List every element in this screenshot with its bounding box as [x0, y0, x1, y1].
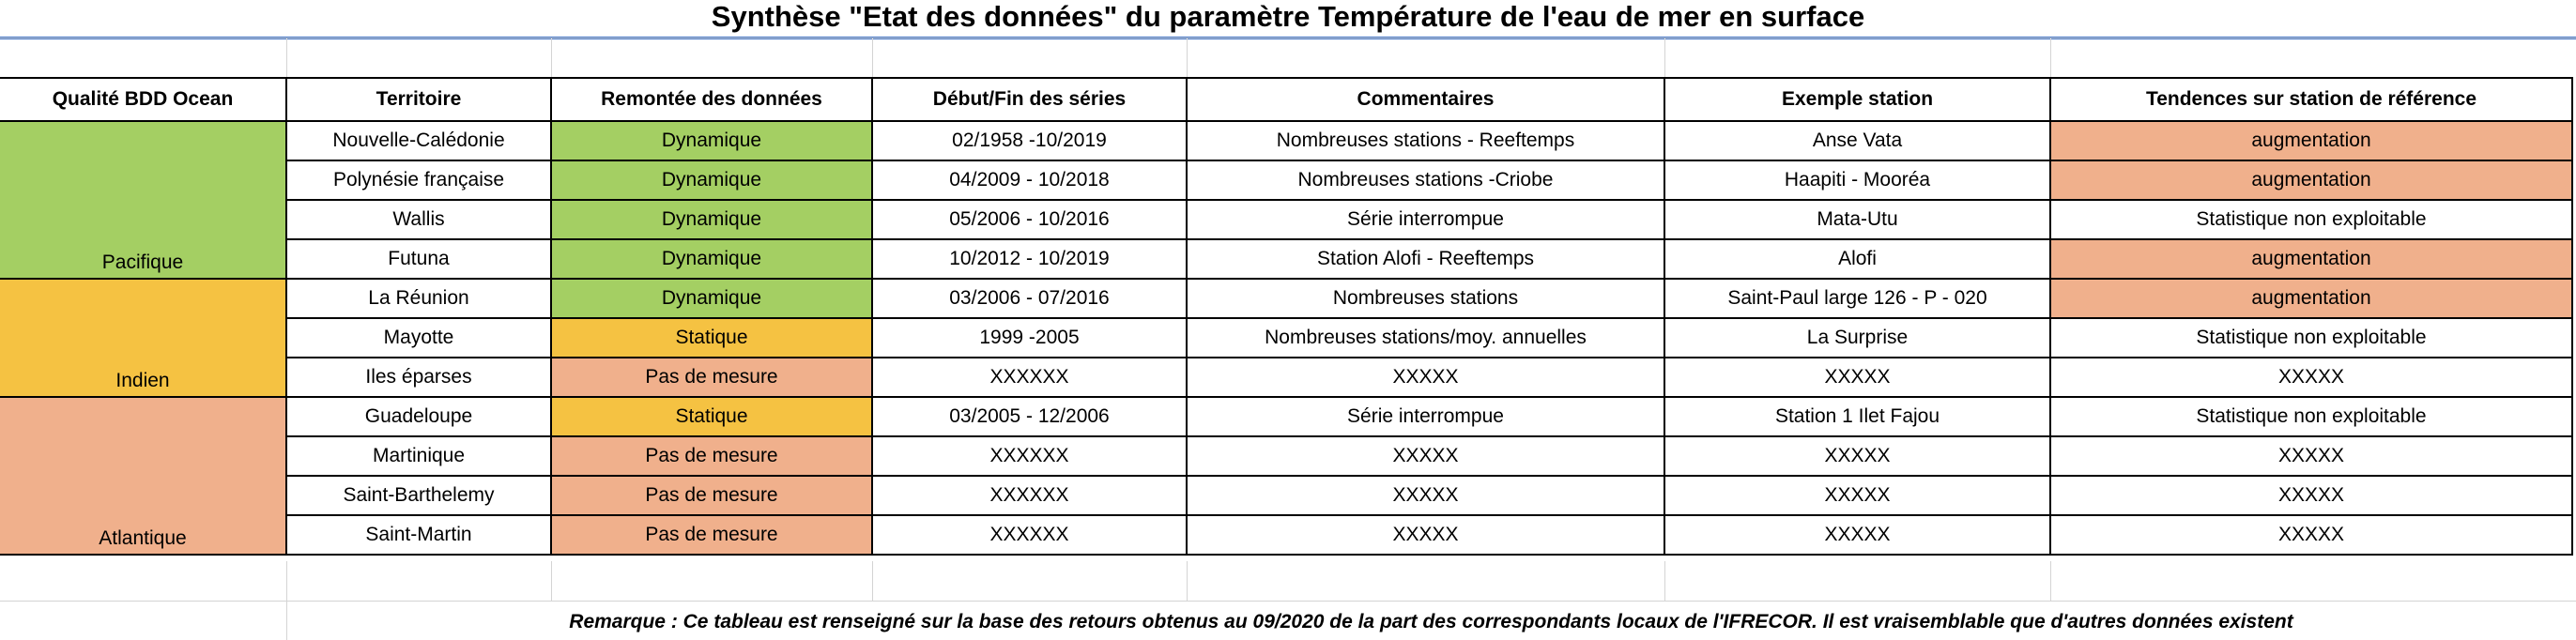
- sheet-gridline: [286, 38, 287, 77]
- cell-station: La Surprise: [1664, 318, 2050, 358]
- cell-remontee: Dynamique: [551, 279, 872, 318]
- cell-periode: 02/1958 -10/2019: [872, 121, 1187, 160]
- table-row: [0, 200, 2572, 239]
- data-status-table: [0, 77, 2573, 556]
- sheet-gridline: [1187, 38, 1188, 77]
- sheet-gridline: [0, 601, 2576, 602]
- cell-commentaires: Nombreuses stations -Criobe: [1187, 160, 1664, 200]
- cell-station: Mata-Utu: [1664, 200, 2050, 239]
- header-row: [0, 78, 2572, 121]
- page-title: Synthèse "Etat des données" du paramètre Température de l'eau de mer en surface: [711, 0, 1865, 33]
- cell-tendance: augmentation: [2050, 239, 2572, 279]
- cell-commentaires: Nombreuses stations: [1187, 279, 1664, 318]
- cell-tendance: Statistique non exploitable: [2050, 200, 2572, 239]
- cell-commentaires: XXXXX: [1187, 515, 1664, 555]
- cell-tendance: augmentation: [2050, 279, 2572, 318]
- header-tendance: Tendences sur station de référence: [2050, 78, 2572, 121]
- region-cell-indien: Indien: [0, 279, 286, 397]
- cell-periode: 1999 -2005: [872, 318, 1187, 358]
- cell-tendance: Statistique non exploitable: [2050, 397, 2572, 436]
- sheet-gridline: [551, 38, 552, 77]
- remark-note: Remarque : Ce tableau est renseigné sur la base des retours obtenus au 09/2020 de la part des correspondants locaux de l'IFRECOR. Il est vraisemblable que d'autres données existent: [569, 611, 2293, 632]
- header-territoire: Territoire: [286, 78, 551, 121]
- table-row: [0, 476, 2572, 515]
- cell-periode: 10/2012 - 10/2019: [872, 239, 1187, 279]
- cell-commentaires: Nombreuses stations/moy. annuelles: [1187, 318, 1664, 358]
- cell-territoire: Mayotte: [286, 318, 551, 358]
- cell-commentaires: XXXXX: [1187, 358, 1664, 397]
- table-row: [0, 279, 2572, 318]
- cell-periode: 03/2005 - 12/2006: [872, 397, 1187, 436]
- cell-remontee: Dynamique: [551, 160, 872, 200]
- header-qualite: Qualité BDD Ocean: [0, 78, 286, 121]
- cell-territoire: Futuna: [286, 239, 551, 279]
- cell-remontee: Pas de mesure: [551, 476, 872, 515]
- table-row: [0, 318, 2572, 358]
- cell-territoire: Polynésie française: [286, 160, 551, 200]
- cell-territoire: Martinique: [286, 436, 551, 476]
- table-row: [0, 358, 2572, 397]
- cell-station: Station 1 Ilet Fajou: [1664, 397, 2050, 436]
- cell-commentaires: Nombreuses stations - Reeftemps: [1187, 121, 1664, 160]
- header-commentaires: Commentaires: [1187, 78, 1664, 121]
- region-cell-atlantique: Atlantique: [0, 397, 286, 555]
- header-remontee: Remontée des données: [551, 78, 872, 121]
- cell-commentaires: Série interrompue: [1187, 397, 1664, 436]
- header-station: Exemple station: [1664, 78, 2050, 121]
- cell-station: XXXXX: [1664, 436, 2050, 476]
- sheet-gridline: [2050, 561, 2051, 601]
- sheet-gridline: [1187, 561, 1188, 601]
- sheet-gridline: [872, 561, 873, 601]
- cell-commentaires: XXXXX: [1187, 476, 1664, 515]
- cell-station: XXXXX: [1664, 515, 2050, 555]
- cell-periode: 05/2006 - 10/2016: [872, 200, 1187, 239]
- cell-remontee: Statique: [551, 397, 872, 436]
- cell-tendance: XXXXX: [2050, 358, 2572, 397]
- cell-periode: XXXXXX: [872, 476, 1187, 515]
- sheet-gridline: [872, 38, 873, 77]
- cell-commentaires: Station Alofi - Reeftemps: [1187, 239, 1664, 279]
- sheet-gridline: [2050, 38, 2051, 77]
- cell-remontee: Pas de mesure: [551, 358, 872, 397]
- cell-commentaires: XXXXX: [1187, 436, 1664, 476]
- table-row: [0, 397, 2572, 436]
- header-periode: Début/Fin des séries: [872, 78, 1187, 121]
- cell-station: Haapiti - Mooréa: [1664, 160, 2050, 200]
- cell-tendance: XXXXX: [2050, 436, 2572, 476]
- cell-territoire: Guadeloupe: [286, 397, 551, 436]
- table-row: [0, 121, 2572, 160]
- cell-tendance: augmentation: [2050, 160, 2572, 200]
- cell-territoire: Iles éparses: [286, 358, 551, 397]
- cell-remontee: Pas de mesure: [551, 515, 872, 555]
- cell-territoire: Wallis: [286, 200, 551, 239]
- cell-tendance: XXXXX: [2050, 515, 2572, 555]
- cell-station: Saint-Paul large 126 - P - 020: [1664, 279, 2050, 318]
- cell-territoire: Saint-Barthelemy: [286, 476, 551, 515]
- cell-remontee: Dynamique: [551, 200, 872, 239]
- cell-tendance: XXXXX: [2050, 476, 2572, 515]
- sheet-gridline: [1664, 38, 1665, 77]
- cell-remontee: Dynamique: [551, 121, 872, 160]
- cell-station: XXXXX: [1664, 476, 2050, 515]
- cell-tendance: Statistique non exploitable: [2050, 318, 2572, 358]
- cell-commentaires: Série interrompue: [1187, 200, 1664, 239]
- sheet-gridline: [1664, 561, 1665, 601]
- cell-station: Alofi: [1664, 239, 2050, 279]
- sheet-gridline: [551, 561, 552, 601]
- table-row: [0, 239, 2572, 279]
- cell-territoire: La Réunion: [286, 279, 551, 318]
- table-row: [0, 515, 2572, 555]
- cell-periode: XXXXXX: [872, 358, 1187, 397]
- cell-remontee: Dynamique: [551, 239, 872, 279]
- cell-periode: XXXXXX: [872, 515, 1187, 555]
- table-row: [0, 436, 2572, 476]
- cell-territoire: Nouvelle-Calédonie: [286, 121, 551, 160]
- cell-remontee: Pas de mesure: [551, 436, 872, 476]
- cell-station: Anse Vata: [1664, 121, 2050, 160]
- table-body: [0, 121, 2572, 555]
- region-cell-pacifique: Pacifique: [0, 121, 286, 279]
- table-row: [0, 160, 2572, 200]
- cell-periode: 04/2009 - 10/2018: [872, 160, 1187, 200]
- cell-tendance: augmentation: [2050, 121, 2572, 160]
- cell-territoire: Saint-Martin: [286, 515, 551, 555]
- cell-periode: XXXXXX: [872, 436, 1187, 476]
- cell-station: XXXXX: [1664, 358, 2050, 397]
- cell-periode: 03/2006 - 07/2016: [872, 279, 1187, 318]
- cell-remontee: Statique: [551, 318, 872, 358]
